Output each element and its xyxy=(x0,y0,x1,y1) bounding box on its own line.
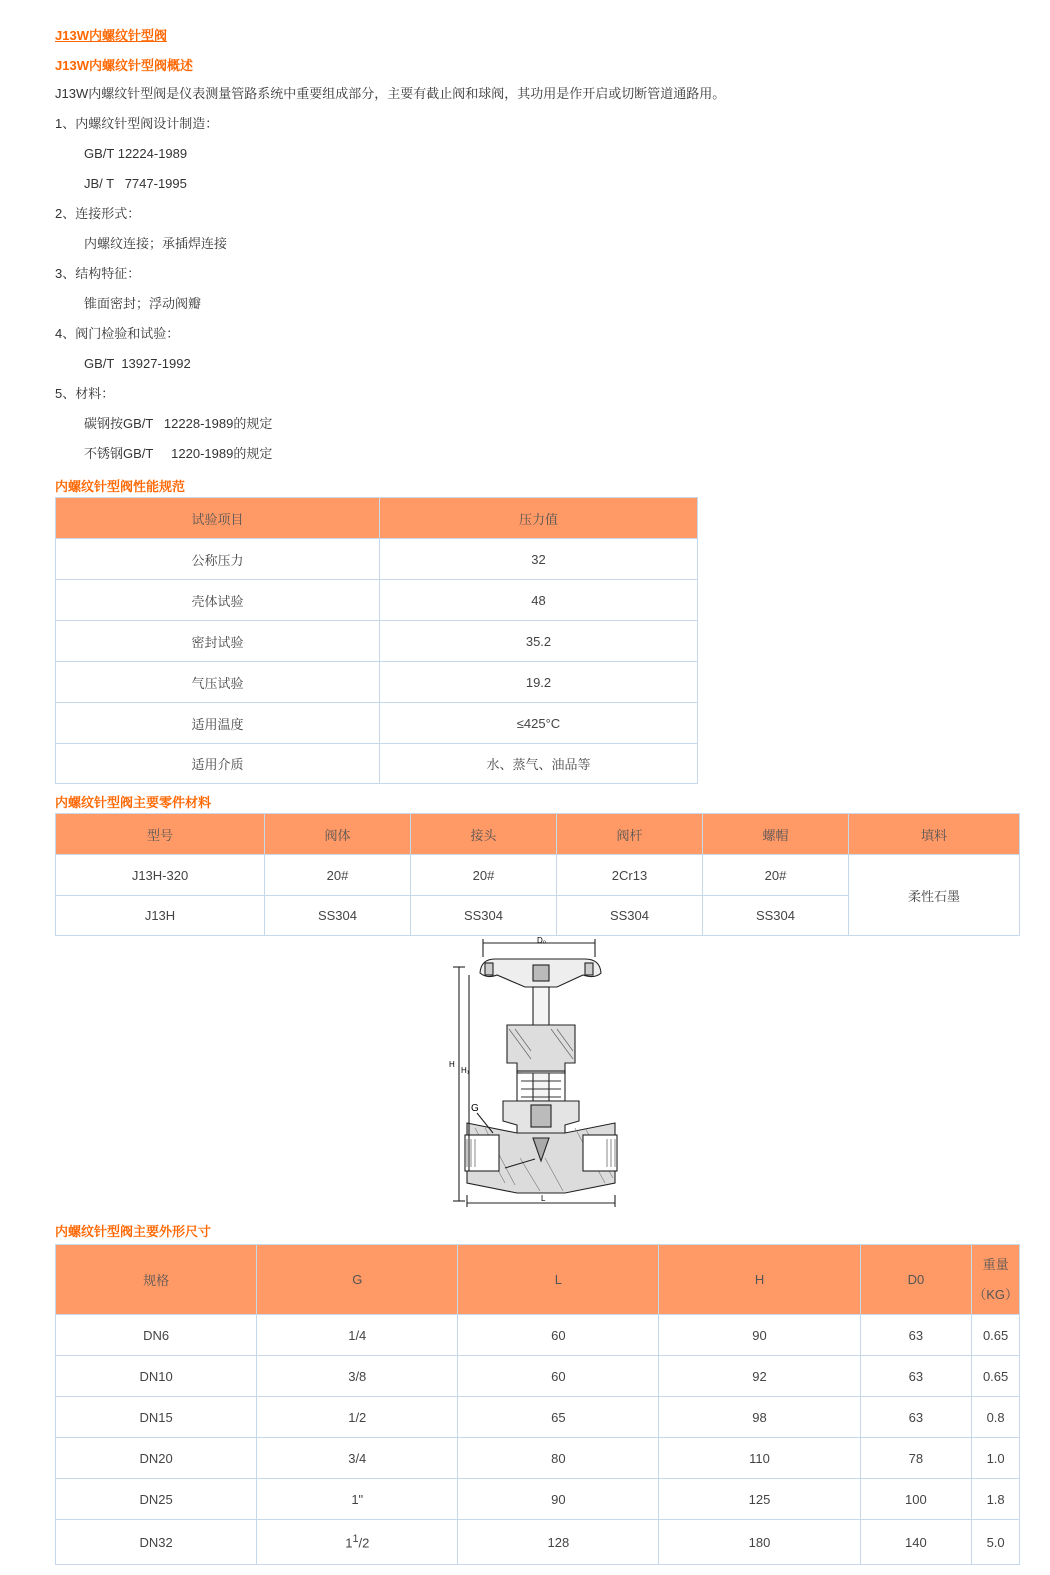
label-l: L xyxy=(541,1194,546,1203)
table-row xyxy=(56,1315,1020,1356)
weight-header-line2: （KG） xyxy=(973,1286,1018,1302)
dims-cell-fraction xyxy=(257,1520,458,1565)
table-row xyxy=(56,580,698,621)
perf-cell: 气压试验 xyxy=(56,662,380,703)
spec-heading: 3、结构特征： xyxy=(55,266,141,281)
parts-cell: 20# xyxy=(411,855,557,896)
g-numerator: 1 xyxy=(352,1533,359,1546)
dims-cell: 60 xyxy=(458,1356,659,1397)
dims-cell: 1/4 xyxy=(257,1315,458,1356)
dims-cell: 60 xyxy=(458,1315,659,1356)
parts-cell: J13H-320 xyxy=(56,855,265,896)
overview-heading: J13W内螺纹针型阀概述 xyxy=(55,58,193,73)
dims-cell: DN20 xyxy=(56,1438,257,1479)
perf-col-header: 压力值 xyxy=(380,498,698,539)
parts-cell: 20# xyxy=(265,855,411,896)
dims-cell: DN6 xyxy=(56,1315,257,1356)
table-row xyxy=(56,744,698,784)
dims-cell: 100 xyxy=(860,1479,972,1520)
dims-cell: 3/4 xyxy=(257,1438,458,1479)
dims-cell: 63 xyxy=(860,1397,972,1438)
dims-col-header: L xyxy=(458,1245,659,1315)
spec-item: GB/T 12224-1989 xyxy=(84,146,188,161)
perf-cell: 水、蒸气、油品等 xyxy=(380,744,698,784)
perf-table xyxy=(55,497,698,784)
table-row xyxy=(56,855,1020,896)
dims-cell: 90 xyxy=(659,1315,860,1356)
dims-col-header-weight xyxy=(972,1245,1020,1315)
dims-cell: 1.8 xyxy=(972,1479,1020,1520)
spec-item: 锥面密封；浮动阀瓣 xyxy=(84,296,202,311)
table-row xyxy=(56,1520,1020,1565)
dims-cell: 1.0 xyxy=(972,1438,1020,1479)
dims-cell: 1" xyxy=(257,1479,458,1520)
spec-item: JB/ T 7747-1995 xyxy=(84,176,187,191)
perf-cell: ≤425°C xyxy=(380,703,698,744)
table-row xyxy=(56,1356,1020,1397)
dims-cell: 65 xyxy=(458,1397,659,1438)
parts-col-header: 阀体 xyxy=(265,814,411,855)
label-g: G xyxy=(471,1103,479,1114)
dims-cell: 98 xyxy=(659,1397,860,1438)
g-whole: 1 xyxy=(345,1535,353,1551)
label-h: H xyxy=(449,1060,455,1069)
spec-item: 不锈钢GB/T 1220-1989的规定 xyxy=(84,446,273,461)
dims-cell: 92 xyxy=(659,1356,860,1397)
parts-col-header: 螺帽 xyxy=(703,814,849,855)
valve-drawing xyxy=(445,933,635,1213)
dims-cell: 140 xyxy=(860,1520,972,1565)
parts-col-header: 填料 xyxy=(849,814,1020,855)
perf-heading: 内螺纹针型阀性能规范 xyxy=(55,479,186,494)
page-title[interactable]: J13W内螺纹针型阀 xyxy=(55,28,167,43)
perf-cell: 35.2 xyxy=(380,621,698,662)
dims-col-header: G xyxy=(257,1245,458,1315)
parts-cell: SS304 xyxy=(265,896,411,936)
spec-heading: 1、内螺纹针型阀设计制造： xyxy=(55,116,219,131)
label-h1: H₁ xyxy=(461,1066,470,1075)
parts-col-header: 型号 xyxy=(56,814,265,855)
parts-table xyxy=(55,813,1020,936)
spec-item: 内螺纹连接；承插焊连接 xyxy=(84,236,228,251)
perf-cell: 48 xyxy=(380,580,698,621)
dims-cell: 63 xyxy=(860,1356,972,1397)
perf-cell: 公称压力 xyxy=(56,539,380,580)
table-row xyxy=(56,1397,1020,1438)
spec-item: 碳钢按GB/T 12228-1989的规定 xyxy=(84,416,273,431)
parts-cell: SS304 xyxy=(411,896,557,936)
spec-heading: 2、连接形式： xyxy=(55,206,141,221)
dims-cell: 90 xyxy=(458,1479,659,1520)
perf-cell: 密封试验 xyxy=(56,621,380,662)
parts-heading: 内螺纹针型阀主要零件材料 xyxy=(55,795,212,810)
dims-cell: DN15 xyxy=(56,1397,257,1438)
dims-cell: 180 xyxy=(659,1520,860,1565)
dims-cell: 0.65 xyxy=(972,1356,1020,1397)
dims-col-header: H xyxy=(659,1245,860,1315)
parts-col-header: 接头 xyxy=(411,814,557,855)
g-denominator: /2 xyxy=(358,1535,370,1551)
table-row xyxy=(56,621,698,662)
dims-table xyxy=(55,1244,1020,1565)
dims-cell: 110 xyxy=(659,1438,860,1479)
perf-cell: 适用介质 xyxy=(56,744,380,784)
parts-col-header: 阀杆 xyxy=(557,814,703,855)
perf-cell: 壳体试验 xyxy=(56,580,380,621)
table-row xyxy=(56,662,698,703)
parts-cell: SS304 xyxy=(703,896,849,936)
parts-cell: 20# xyxy=(703,855,849,896)
dims-cell: 1/2 xyxy=(257,1397,458,1438)
dims-cell: 128 xyxy=(458,1520,659,1565)
spec-heading: 4、阀门检验和试验： xyxy=(55,326,180,341)
parts-cell: J13H xyxy=(56,896,265,936)
dims-cell: 0.8 xyxy=(972,1397,1020,1438)
dims-cell: 63 xyxy=(860,1315,972,1356)
dims-cell: 3/8 xyxy=(257,1356,458,1397)
spec-heading: 5、材料： xyxy=(55,386,115,401)
perf-col-header: 试验项目 xyxy=(56,498,380,539)
table-row xyxy=(56,1438,1020,1479)
dims-cell: 0.65 xyxy=(972,1315,1020,1356)
dims-cell: DN25 xyxy=(56,1479,257,1520)
parts-cell: SS304 xyxy=(557,896,703,936)
dims-col-header: D0 xyxy=(860,1245,972,1315)
dims-cell: DN10 xyxy=(56,1356,257,1397)
spec-item: GB/T 13927-1992 xyxy=(84,356,191,371)
packing-cell: 柔性石墨 xyxy=(849,855,1020,936)
dims-cell: 78 xyxy=(860,1438,972,1479)
perf-cell: 19.2 xyxy=(380,662,698,703)
dims-col-header: 规格 xyxy=(56,1245,257,1315)
parts-cell: 2Cr13 xyxy=(557,855,703,896)
dims-cell: DN32 xyxy=(56,1520,257,1565)
intro-text: J13W内螺纹针型阀是仪表测量管路系统中重要组成部分，主要有截止阀和球阀，其功用是作开启或切断管道通路用。 xyxy=(55,86,726,101)
dims-cell: 80 xyxy=(458,1438,659,1479)
dims-heading: 内螺纹针型阀主要外形尺寸 xyxy=(55,1224,212,1239)
weight-header-line1: 重量 xyxy=(982,1256,1009,1272)
table-row xyxy=(56,1479,1020,1520)
perf-cell: 适用温度 xyxy=(56,703,380,744)
table-row xyxy=(56,539,698,580)
dims-cell: 125 xyxy=(659,1479,860,1520)
table-row xyxy=(56,703,698,744)
label-d0: D₀ xyxy=(537,936,547,945)
dims-cell: 5.0 xyxy=(972,1520,1020,1565)
perf-cell: 32 xyxy=(380,539,698,580)
